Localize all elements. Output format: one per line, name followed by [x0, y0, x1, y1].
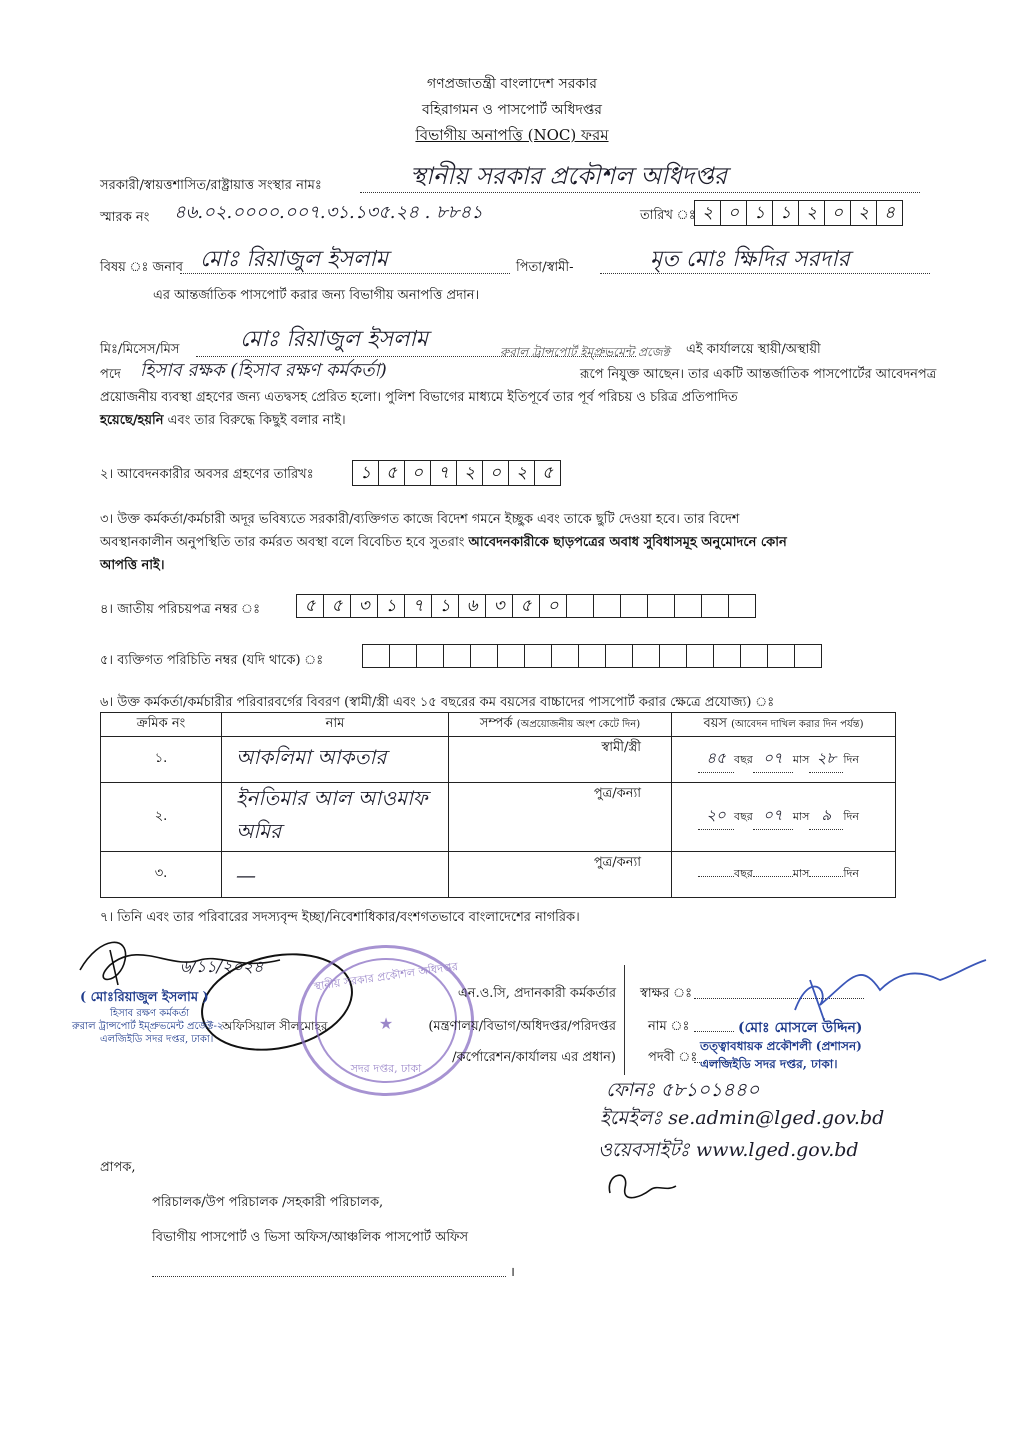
name-label: নাম ঃ: [648, 1019, 690, 1034]
col-relation: [449, 713, 672, 737]
unit-day: দিন: [843, 867, 859, 880]
nid-digit-box: [729, 595, 755, 617]
nid-digit-box: ৭: [405, 595, 432, 617]
pin-digit-box: [687, 645, 714, 667]
family-age: [672, 737, 896, 783]
para3-line2-normal: অবস্থানকালীন অনুপস্থিতি তার কর্মরত অবস্থা বলে বিবেচিত হবে সুতরাং: [100, 535, 465, 550]
unit-year: বছর: [734, 867, 753, 880]
age-years: [698, 876, 734, 877]
para3-line1: ৩। উক্ত কর্মকর্তা/কর্মচারী অদূর ভবিষ্যতে সরকারী/ব্যক্তিগত কাজে বিদেশ গমনে ইচ্ছুক এবং তাকে ছুটি দেওয়া হবে। তার বিদেশ: [100, 512, 740, 527]
pin-label: ৫। ব্যক্তিগত পরিচিতি নম্বর (যদি থাকে) ঃ: [100, 653, 324, 668]
date-label: তারিখ ঃ: [640, 208, 696, 223]
contact-initials: [600, 1168, 680, 1208]
col-age-label: বয়স: [703, 716, 727, 731]
nid-digit-box: ৩: [351, 595, 378, 617]
pin-digit-box: [444, 645, 471, 667]
retire-digit-box: ০: [405, 461, 431, 485]
para1-after-name: এই কার্যালয়ে স্থায়ী/অস্থায়ী: [686, 342, 821, 357]
org-label: সরকারী/স্বায়ত্তশাসিত/রাষ্ট্রায়াত্ত সংস্থার নামঃ: [100, 178, 322, 193]
date-digit-box: ১: [747, 201, 773, 225]
pin-digit-box: [579, 645, 606, 667]
family-name-handwritten: আকলিমা আকতার: [236, 745, 387, 769]
date-digit-box: ২: [695, 201, 721, 225]
date-digit-box: ০: [825, 201, 851, 225]
org-name-handwritten: স্থানীয় সরকার প্রকৌশল অধিদপ্তর: [410, 162, 728, 190]
nid-boxes: [296, 594, 756, 618]
age-years: ২০: [698, 804, 734, 830]
date-digit-box: ৪: [883, 203, 896, 223]
header-line-1: গণপ্রজাতন্ত্রী বাংলাদেশ সরকার: [427, 76, 597, 92]
applicant-sign-date: ৬/১১/২০২৪: [180, 957, 264, 976]
name-dots: [694, 1031, 734, 1032]
pin-digit-box: [471, 645, 498, 667]
recipient-label: প্রাপক,: [100, 1160, 136, 1175]
para1-post-handwritten: হিসাব রক্ষক (হিসাব রক্ষণ কর্মকর্তা): [140, 360, 387, 381]
age-days: ৯: [809, 804, 843, 830]
para3-no-objection: আপত্তি নাই।: [100, 558, 165, 573]
round-seal-bottom-text: সদর দপ্তর, ঢাকা: [350, 1062, 422, 1075]
nid-digit-box: ৬: [459, 595, 486, 617]
round-seal-top-text: স্থানীয় সরকার প্রকৌশল অধিদপ্তর: [313, 959, 459, 994]
para1-after-post: রূপে নিযুক্ত আছেন। তার একটি আন্তর্জাতিক পাসপোর্টের আবেদনপত্র: [580, 367, 937, 382]
col-relation-note: (অপ্রয়োজনীয় অংশ কেটে দিন): [516, 719, 641, 730]
unit-year: বছর: [734, 752, 753, 766]
family-row: [101, 783, 896, 852]
age-months: ০৭: [753, 747, 793, 773]
post-label: পদবী ঃ: [648, 1050, 698, 1065]
citizen-statement: ৭। তিনি এবং তার পরিবারের সদস্যবৃন্দ ইচ্ছা/নিবেশাধিকার/বংশগতভাবে বাংলাদেশের নাগরিক।: [100, 910, 580, 925]
family-name-handwritten: ইনতিমার আল আওমাফ অমির: [236, 786, 428, 843]
date-digit-box: ২: [799, 201, 825, 225]
col-name: নাম: [222, 713, 449, 737]
para3-line2: [100, 533, 787, 554]
recipient-line-3-end: ।: [510, 1265, 515, 1280]
family-table: [100, 712, 896, 898]
para1-post-label: পদে: [100, 367, 121, 382]
father-label: পিতা/স্বামী-: [516, 260, 574, 275]
applicant-stamp-office: এলজিইডি সদর দপ্তর, ঢাকা।: [100, 1034, 214, 1045]
age-months: [753, 876, 793, 877]
pin-digit-box: [417, 645, 444, 667]
issuer-line-2: (মন্ত্রণালয়/বিভাগ/অধিদপ্তর/পরিদপ্তর: [428, 1019, 616, 1034]
recipient-line-3-dots: [152, 1276, 506, 1277]
retire-digit-box: ০: [483, 461, 509, 485]
pin-digit-box: [714, 645, 741, 667]
para1-verified: হয়েছে/হয়নি: [100, 413, 164, 428]
nid-digit-box: [621, 595, 648, 617]
officer-stamp-post: তত্ত্বাবধায়ক প্রকৌশলী (প্রশাসন): [700, 1039, 862, 1053]
nid-digit-box: [675, 595, 702, 617]
date-digit-box: ০: [721, 201, 747, 225]
retire-digit-box: ২: [509, 461, 535, 485]
nid-digit-box: ০: [540, 595, 567, 617]
memo-date-boxes: [694, 200, 903, 226]
para1-line4: [100, 411, 346, 432]
col-relation-label: সম্পর্ক: [479, 716, 513, 731]
applicant-stamp-post: হিসাব রক্ষণ কর্মকর্তা: [110, 1008, 190, 1019]
pin-digit-box: [390, 645, 417, 667]
para3-line2-bold: আবেদনকারীকে ছাড়পত্রের অবাধ সুবিধাসমূহ অনুমোদনে কোন: [468, 535, 787, 550]
age-days: ২৮: [809, 747, 843, 773]
recipient-line-1: পরিচালক/উপ পরিচালক /সহকারী পরিচালক,: [152, 1195, 384, 1210]
pin-digit-box: [768, 645, 795, 667]
subject-suffix: এর আন্তর্জাতিক পাসপোর্ট করার জন্য বিভাগীয় অনাপত্তি প্রদান।: [153, 288, 480, 303]
nid-digit-box: [567, 595, 594, 617]
pin-digit-box: [633, 645, 660, 667]
pin-digit-box: [606, 645, 633, 667]
pin-boxes: [362, 644, 822, 668]
nid-digit-box: ৩: [486, 595, 513, 617]
pin-digit-box: [552, 645, 579, 667]
round-seal-star: ★: [378, 1014, 394, 1033]
family-name-handwritten: —: [236, 862, 256, 887]
subject-name-handwritten: মোঃ রিয়াজুল ইসলাম: [200, 247, 389, 272]
retire-date-boxes: [352, 460, 561, 486]
unit-month: মাস: [792, 810, 810, 823]
family-relation: পুত্র/কন্যা: [449, 783, 672, 852]
pin-digit-box: [363, 645, 390, 667]
para1-prefix: মিঃ/মিসেস/মিস: [100, 342, 180, 357]
form-title-wrap: [0, 124, 1024, 149]
para1-line4-rest: এবং তার বিরুদ্ধে কিছুই বলার নাই।: [167, 413, 346, 428]
unit-day: দিন: [843, 810, 859, 823]
family-serial: ১.: [101, 737, 222, 783]
subject-label: বিষয় ঃ জনাব: [100, 260, 184, 275]
pin-digit-box: [741, 645, 768, 667]
pin-digit-box: [660, 645, 687, 667]
applicant-stamp-project: রুরাল ট্রান্সপোর্ট ইম্প্রুভমেন্ট প্রজেক্ট-২: [72, 1021, 224, 1032]
recipient-line-2: বিভাগীয় পাসপোর্ট ও ভিসা অফিস/আঞ্চলিক পাসপোর্ট অফিস: [152, 1230, 469, 1245]
sign-label: স্বাক্ষর ঃ: [640, 986, 693, 1001]
para1-line3: প্রয়োজনীয় ব্যবস্থা গ্রহণের জন্য এতদ্বসহ প্রেরিত হলো। পুলিশ বিভাগের মাধ্যমে ইতিপূর্বে তার পূর্ব পরিচয় ও চরিত্র প্রতিপাদিত: [100, 390, 738, 405]
para1-name-handwritten: মোঃ রিয়াজুল ইসলাম: [240, 327, 429, 352]
nid-label: ৪। জাতীয় পরিচয়পত্র নম্বর ঃ: [100, 602, 261, 617]
family-row: [101, 737, 896, 783]
issuer-line-1: এন.ও.সি, প্রদানকারী কর্মকর্তার: [457, 986, 616, 1001]
family-serial: ৩.: [101, 852, 222, 898]
pin-digit-box: [525, 645, 552, 667]
age-months: ০৭: [753, 804, 793, 830]
retire-digit-box: ২: [457, 461, 483, 485]
header-line-2: বহিরাগমন ও পাসপোর্ট অধিদপ্তর: [421, 102, 603, 118]
applicant-stamp-name: ( মোঃরিয়াজুল ইসলাম ): [80, 990, 209, 1005]
unit-month: মাস: [792, 752, 810, 766]
retire-label: ২। আবেদনকারীর অবসর গ্রহণের তারিখঃ: [100, 467, 314, 482]
contact-email-handwritten: ইমেইলঃ se.admin@lged.gov.bd: [600, 1107, 885, 1129]
nid-digit-box: ১: [432, 595, 459, 617]
family-age: [672, 783, 896, 852]
family-relation: স্বামী/স্ত্রী: [449, 737, 672, 783]
pin-digit-box: [795, 645, 821, 667]
family-serial: ২.: [101, 783, 222, 852]
date-digit-box: ২: [851, 201, 877, 225]
issuer-line-3: /কর্পোরেশন/কার্যালয় এর প্রধান): [452, 1050, 616, 1065]
unit-day: দিন: [843, 752, 859, 766]
family-relation: পুত্র/কন্যা: [449, 852, 672, 898]
col-serial: ক্রমিক নং: [101, 713, 222, 737]
family-title: ৬। উক্ত কর্মকর্তা/কর্মচারীর পরিবারবর্গের বিবরণ (স্বামী/স্ত্রী এবং ১৫ বছরের কম বয়সের বাচ্চাদের পাসপোর্ট করার ক্ষেত্রে প্রযোজ্য) ঃ: [100, 695, 775, 710]
memo-number-handwritten: ৪৬.০২.০০০০.০০৭.৩১.১৩৫.২৪ . ৮৮৪১: [174, 202, 483, 223]
issuer-divider: [624, 965, 626, 1075]
official-seal-label: অফিসিয়াল সীলমোহর: [222, 1019, 328, 1033]
contact-web-handwritten: ওয়েবসাইটঃ www.lged.gov.bd: [598, 1139, 859, 1161]
retire-digit-box: ১: [353, 461, 379, 485]
officer-stamp-office: এলজিইডি সদর দপ্তর, ঢাকা।: [700, 1057, 838, 1071]
retire-digit-box: ৫: [379, 461, 405, 485]
nid-digit-box: [648, 595, 675, 617]
father-name-handwritten: মৃত মোঃ ক্ষিদির সরদার: [650, 247, 850, 272]
date-digit-box: ১: [773, 201, 799, 225]
family-age: [672, 852, 896, 898]
col-age-note: (আবেদন দাখিল করার দিন পর্যন্ত): [731, 719, 864, 730]
nid-digit-box: ৫: [297, 595, 324, 617]
family-header-row: [101, 713, 896, 737]
form-title: বিভাগীয় অনাপত্তি (NOC) ফরম: [415, 126, 609, 144]
family-row: [101, 852, 896, 898]
age-days: [809, 876, 843, 877]
unit-month: মাস: [792, 867, 810, 880]
contact-phone-handwritten: ফোনঃ ৫৮১০১৪৪০: [606, 1079, 760, 1101]
retire-digit-box: ৫: [541, 463, 554, 483]
age-years: ৪৫: [698, 747, 734, 773]
unit-year: বছর: [734, 810, 753, 823]
memo-label: স্মারক নং: [100, 210, 150, 225]
nid-digit-box: [594, 595, 621, 617]
para3-line3: [100, 556, 164, 577]
nid-digit-box: [702, 595, 729, 617]
para1-office-handwritten: রুরাল ট্রান্সপোর্ট ইম্প্রুভমেন্ট প্রজেক্ট: [500, 345, 670, 359]
nid-digit-box: ৫: [324, 595, 351, 617]
retire-digit-box: ৭: [431, 461, 457, 485]
pin-digit-box: [498, 645, 525, 667]
officer-stamp-name: (মোঃ মোসলে উদ্দিন): [738, 1020, 863, 1036]
nid-digit-box: ৫: [513, 595, 540, 617]
nid-digit-box: ১: [378, 595, 405, 617]
col-age: [672, 713, 896, 737]
